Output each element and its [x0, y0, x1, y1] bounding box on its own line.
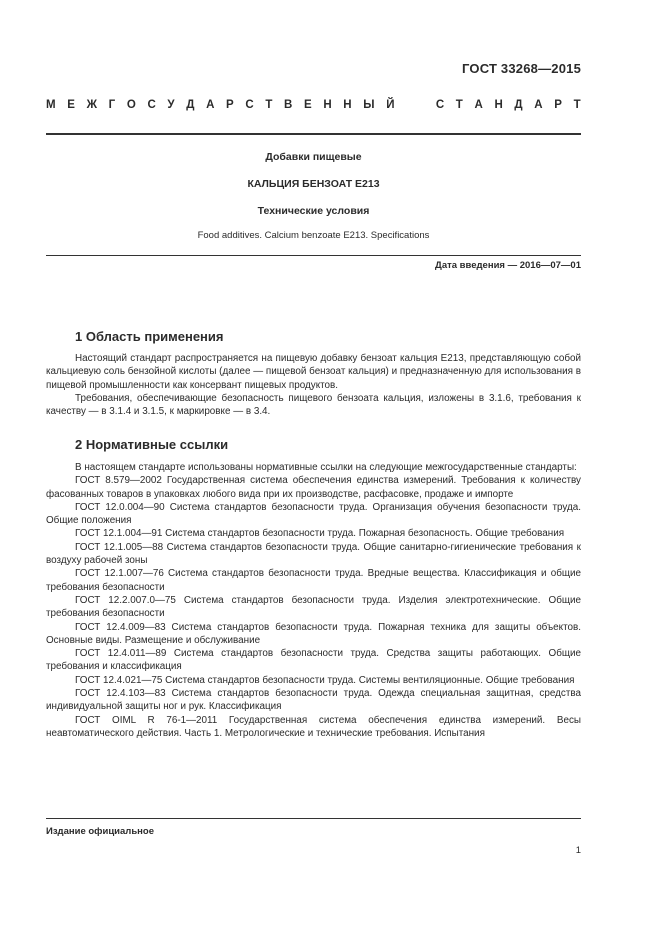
title-line-1: Добавки пищевые — [265, 151, 362, 163]
banner-letter: Д — [514, 99, 523, 111]
banner-letter: Ы — [363, 99, 375, 111]
page-number: 1 — [575, 845, 581, 856]
banner-letter: Е — [67, 99, 75, 111]
banner-letter: Р — [554, 99, 562, 111]
section-2-heading: 2 Нормативные ссылки — [75, 437, 229, 452]
banner-letter: Т — [455, 99, 463, 111]
title-line-2: КАЛЬЦИЯ БЕНЗОАТ Е213 — [247, 178, 380, 190]
section-2-paragraph: В настоящем стандарте использованы нормативные ссылки на следующие межгосударственные стандарты: — [75, 462, 577, 473]
reference-item: ГОСТ 12.4.103—83 Система стандартов безопасности труда. Одежда специальная защитная, средства индивидуальной защиты ног и рук. Классификация — [46, 688, 581, 713]
reference-item: ГОСТ 12.0.004—90 Система стандартов безопасности труда. Организация обучения безопасности труда. Общие положения — [46, 501, 581, 527]
banner-letter: Ж — [86, 99, 97, 111]
banner-letter: Й — [386, 99, 395, 111]
reference-item: ГОСТ 12.4.009—83 Система стандартов безопасности труда. Пожарная техника для защиты объектов. Основные виды. Размещение и обслуживание — [46, 621, 581, 646]
reference-item: ГОСТ 12.4.011—89 Система стандартов безопасности труда. Средства защиты работающих. Общие требования и классификация — [46, 648, 581, 673]
reference-item: ГОСТ OIML R 76-1—2011 Государственная система обеспечения единства измерений. Весы неавтоматического действия. Часть 1. Метрологические и технические требования. Испытания — [46, 714, 581, 739]
reference-item: ГОСТ 12.1.004—91 Система стандартов безопасности труда. Пожарная безопасность. Общие требования — [75, 528, 565, 540]
reference-item: ГОСТ 12.1.005—88 Система стандартов безопасности труда. Общие санитарно-гигиенические требования к воздуху рабочей зоны — [46, 541, 581, 567]
top-divider — [46, 133, 581, 135]
banner-letter: В — [284, 99, 293, 111]
section-1-body — [46, 352, 581, 418]
section-1-heading: 1 Область применения — [75, 329, 224, 344]
footer-divider — [46, 818, 581, 819]
official-edition-label: Издание официальное — [46, 826, 154, 837]
section-1-paragraph: Требования, обеспечивающие безопасность пищевого бензоата кальция, изложены в 3.1.6, требования к качеству — в 3.1.4 и 3.1.5, к маркировке — в 3.4. — [46, 392, 581, 418]
reference-item: ГОСТ 12.4.021—75 Система стандартов безопасности труда. Системы вентиляционные. Общие требования — [75, 674, 575, 686]
section-2-body — [46, 461, 581, 740]
banner-letter: А — [534, 99, 543, 111]
banner-letter: А — [206, 99, 215, 111]
document-number: ГОСТ 33268—2015 — [462, 61, 581, 76]
banner-letter: С — [147, 99, 156, 111]
banner-letter: Т — [265, 99, 273, 111]
reference-item: ГОСТ 12.2.007.0—75 Система стандартов безопасности труда. Изделия электротехнические. Общие требования безопасности — [46, 594, 581, 620]
reference-item: ГОСТ 12.1.007—76 Система стандартов безопасности труда. Вредные вещества. Классификация и общие требования безопасности — [46, 568, 581, 593]
banner-letter: М — [46, 99, 56, 111]
banner-letter: О — [126, 99, 136, 111]
banner-letter: Е — [304, 99, 312, 111]
banner-letter: А — [474, 99, 483, 111]
banner-letter: Н — [494, 99, 503, 111]
title-divider — [46, 255, 581, 256]
banner-letter: С — [435, 99, 445, 111]
banner-letter: С — [245, 99, 254, 111]
banner-letter: Д — [186, 99, 195, 111]
banner-letter: Р — [226, 99, 234, 111]
reference-item: ГОСТ 8.579—2002 Государственная система обеспечения единства измерений. Требования к количеству фасованных товаров в упаковках любого вида при их производстве, расфасовке, продаже и импорте — [46, 475, 581, 500]
section-1-paragraph: Настоящий стандарт распространяется на пищевую добавку бензоат кальция Е213, представляющую собой кальциевую соль бензойной кислоты (далее — пищевой бензоат кальция) и предназначенную для использования в пищевой промышленности как консервант пищевых продуктов. — [46, 353, 581, 391]
title-line-3: Технические условия — [257, 205, 370, 217]
banner-letter: Т — [573, 99, 581, 111]
banner-letter — [406, 99, 409, 111]
interstate-standard-banner — [46, 99, 581, 111]
title-english: Food additives. Calcium benzoate E213. Specifications — [197, 230, 430, 241]
banner-letter: У — [167, 99, 175, 111]
banner-letter — [421, 99, 424, 111]
banner-letter: Н — [343, 99, 352, 111]
introduction-date: Дата введения — 2016—07—01 — [435, 260, 581, 271]
banner-letter: Г — [108, 99, 116, 111]
banner-letter: Н — [323, 99, 332, 111]
